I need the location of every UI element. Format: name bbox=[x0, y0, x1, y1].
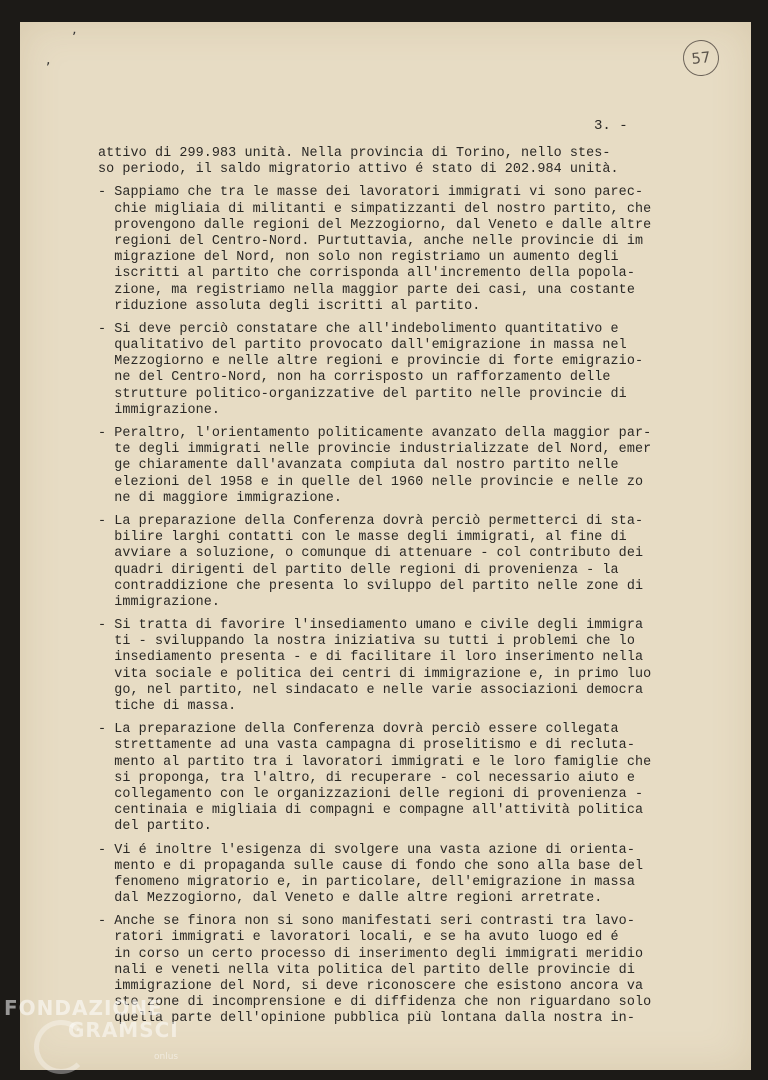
text-line: - Sappiamo che tra le masse dei lavoratori immigrati vi sono parec- bbox=[98, 185, 644, 201]
text-line: tiche di massa. bbox=[98, 699, 237, 714]
text-line: ti - sviluppando la nostra iniziativa su tutti i problemi che lo bbox=[98, 634, 635, 650]
text-line: mento e di propaganda sulle cause di fondo che sono alla base del bbox=[98, 858, 644, 874]
paragraph-gap bbox=[98, 836, 738, 843]
text-line: immigrazione. bbox=[98, 594, 221, 610]
text-line: fenomeno migratorio e, in particolare, dell'emigrazione in massa bbox=[98, 874, 635, 890]
text-line: immigrazione. bbox=[98, 402, 221, 418]
page-number: 3. - bbox=[594, 118, 628, 134]
paragraph bbox=[98, 914, 738, 1027]
watermark-line-1: FONDAZIONE bbox=[4, 996, 163, 1020]
text-line: go, nel partito, nel sindacato e nelle varie associazioni democra bbox=[98, 682, 644, 698]
text-line: riduzione assoluta degli iscritti al partito. bbox=[98, 298, 481, 314]
text-line: ne di maggiore immigrazione. bbox=[98, 490, 343, 506]
text-line: ste zone di incomprensione e di diffidenza che non riguardano solo bbox=[98, 995, 652, 1011]
text-line: so periodo, il saldo migratorio attivo é stato di 202.984 unità. bbox=[98, 162, 619, 178]
text-line: zione, ma registriamo nella maggior parte dei casi, una costante bbox=[98, 282, 635, 298]
text-line: - La preparazione della Conferenza dovrà perciò permetterci di sta- bbox=[98, 513, 644, 529]
text-line: avviare a soluzione, o comunque di attenuare - col contributo dei bbox=[98, 546, 644, 562]
text-line: ge chiaramente dall'avanzata compiuta dal nostro partito nelle bbox=[98, 458, 619, 474]
text-line: iscritti al partito che corrisponda all'incremento della popola- bbox=[98, 266, 635, 282]
paragraph bbox=[98, 322, 738, 419]
text-line: elezioni del 1958 e in quelle del 1960 nelle provincie e nelle zo bbox=[98, 474, 644, 490]
paragraph bbox=[98, 618, 738, 715]
text-line: - La preparazione della Conferenza dovrà perciò essere collegata bbox=[98, 722, 619, 738]
text-line: mento al partito tra i lavoratori immigrati e le loro famiglie che bbox=[98, 754, 652, 770]
text-line: Mezzogiorno e nelle altre regioni e provincie di forte emigrazio- bbox=[98, 354, 644, 370]
paragraph bbox=[98, 185, 738, 315]
paragraph bbox=[98, 843, 738, 908]
text-line: si proponga, tra l'altro, di recuperare - col necessario aiuto e bbox=[98, 770, 635, 786]
text-line: contraddizione che presenta lo sviluppo del partito nelle zone di bbox=[98, 578, 644, 594]
text-line: - Vi é inoltre l'esigenza di svolgere una vasta azione di orienta- bbox=[98, 842, 635, 858]
text-line: te degli immigrati nelle provincie industrializzate del Nord, emer bbox=[98, 442, 652, 458]
text-line: qualitativo del partito provocato dall'emigrazione in massa nel bbox=[98, 338, 627, 354]
paragraph-gap bbox=[98, 611, 738, 618]
paragraph bbox=[98, 426, 738, 507]
text-line: centinaia e migliaia di compagni e compagne all'attività politica bbox=[98, 803, 644, 819]
paragraph-gap bbox=[98, 507, 738, 514]
text-line: quella parte dell'opinione pubblica più lontana dalla nostra in- bbox=[98, 1011, 635, 1027]
text-line: strutture politico-organizzative del partito nelle provincie di bbox=[98, 386, 627, 402]
text-line: del partito. bbox=[98, 819, 212, 835]
ink-mark: ʼ bbox=[72, 30, 77, 46]
text-line: insediamento presenta - e di facilitare il loro inserimento nella bbox=[98, 650, 644, 666]
text-line: - Peraltro, l'orientamento politicamente avanzato della maggior par- bbox=[98, 426, 652, 441]
text-line: provengono dalle regioni del Mezzogiorno, dal Veneto e dalle altre bbox=[98, 217, 652, 233]
paragraph-gap bbox=[98, 178, 738, 185]
text-line: ratori immigrati e lavoratori locali, e se ha avuto luogo ed é bbox=[98, 930, 619, 946]
text-line: chie migliaia di militanti e simpatizzanti del nostro partito, che bbox=[98, 201, 652, 217]
text-line: bilire larghi contatti con le masse degli immigrati, al fine di bbox=[98, 530, 627, 546]
watermark-line-3: onlus bbox=[154, 1052, 179, 1062]
paragraph bbox=[98, 146, 738, 178]
text-line: dal Mezzogiorno, dal Veneto e dalle altre regioni arretrate. bbox=[98, 891, 603, 907]
text-line: - Si tratta di favorire l'insediamento umano e civile degli immigra bbox=[98, 618, 644, 634]
text-line: immigrazione del Nord, si deve riconoscere che esistono ancora va bbox=[98, 979, 644, 994]
text-line: collegamento con le organizzazioni delle regioni di provenienza - bbox=[98, 786, 644, 802]
text-line: strettamente ad una vasta campagna di proselitismo e di recluta- bbox=[98, 738, 635, 754]
paragraph bbox=[98, 722, 738, 835]
text-line: - Si deve perciò constatare che all'indebolimento quantitativo e bbox=[98, 321, 619, 337]
ink-mark: , bbox=[46, 52, 51, 68]
text-line: in corso un certo processo di inserimento degli immigrati meridio bbox=[98, 946, 644, 962]
text-line: - Anche se finora non si sono manifestati seri contrasti tra lavo- bbox=[98, 914, 635, 930]
text-line: ne del Centro-Nord, non ha corrisposto un rafforzamento delle bbox=[98, 370, 611, 386]
text-line: attivo di 299.983 unità. Nella provincia di Torino, nello stes- bbox=[98, 146, 611, 161]
watermark-line-2: GRAMSCI bbox=[68, 1018, 179, 1042]
text-line: quadri dirigenti del partito delle regioni di provenienza - la bbox=[98, 562, 619, 578]
text-line: regioni del Centro-Nord. Purtuttavia, anche nelle provincie di im bbox=[98, 233, 644, 249]
document-body bbox=[98, 146, 738, 1028]
text-line: vita sociale e politica dei centri di immigrazione e, in primo luo bbox=[98, 666, 652, 682]
paragraph-gap bbox=[98, 419, 738, 426]
archive-page-stamp: 57 bbox=[681, 38, 721, 78]
text-line: migrazione del Nord, non solo non registriamo un aumento degli bbox=[98, 250, 619, 266]
paragraph bbox=[98, 514, 738, 611]
paragraph-gap bbox=[98, 315, 738, 322]
paragraph-gap bbox=[98, 715, 738, 722]
paragraph-gap bbox=[98, 907, 738, 914]
text-line: nali e veneti nella vita politica del partito delle provincie di bbox=[98, 962, 635, 978]
